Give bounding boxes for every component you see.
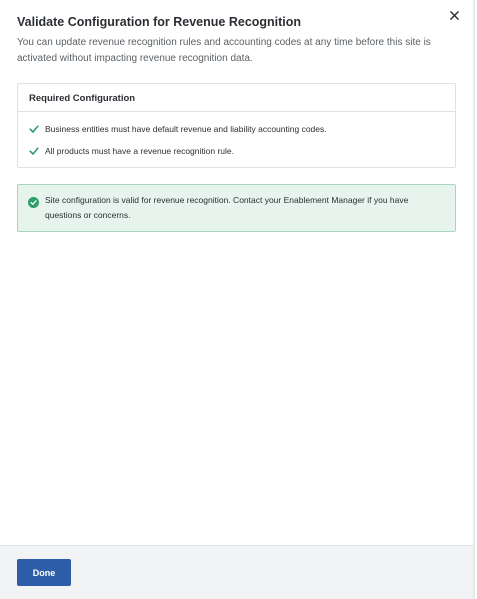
required-config-header: Required Configuration	[18, 84, 455, 112]
alert-message: Site configuration is valid for revenue recognition. Contact your Enablement Manager if you have questions or concerns.	[45, 195, 409, 220]
dialog-footer	[0, 545, 473, 599]
check-circle-icon	[28, 195, 39, 206]
dialog-title: Validate Configuration for Revenue Recognition	[17, 15, 302, 29]
success-alert	[17, 184, 456, 232]
check-icon	[29, 146, 39, 156]
list-item	[29, 118, 444, 140]
dialog-content	[0, 0, 473, 232]
requirement-label: Business entities must have default revenue and liability accounting codes.	[45, 124, 327, 134]
close-icon	[450, 11, 459, 20]
required-config-card	[17, 83, 456, 168]
requirement-label: All products must have a revenue recognition rule.	[45, 146, 234, 156]
close-button[interactable]	[445, 6, 463, 24]
dialog-description: You can update revenue recognition rules and accounting codes at any time before this site is activated without impacting revenue recognition data.	[17, 37, 431, 64]
required-config-list	[18, 112, 455, 167]
done-button[interactable]: Done	[17, 559, 71, 586]
check-icon	[29, 124, 39, 134]
list-item	[29, 140, 444, 162]
